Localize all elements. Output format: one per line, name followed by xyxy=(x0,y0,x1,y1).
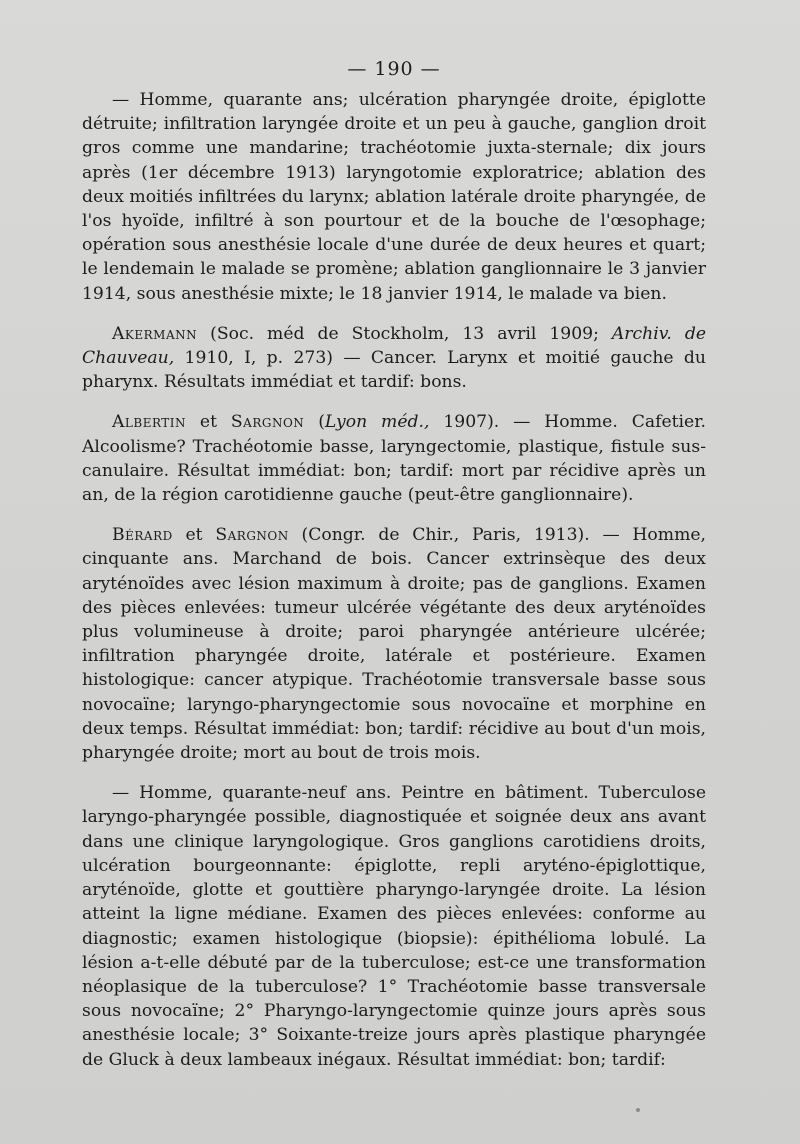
entry-text: 1907). — Homme. Cafetier. Alcoolisme? Trachéotomie basse, laryngectomie, plastique, fistule sus-canulaire. Résultat immédiat: bon; tardif: mort par récidive après un an, de la région carotidienne gauche (peut-être ganglionnaire). xyxy=(82,412,706,506)
entry-text: (Congr. de Chir., Paris, 1913). — Homme, cinquante ans. Marchand de bois. Cancer extrinsèque des deux aryténoïdes avec lésion maximum à droite; pas de ganglions. Examen des pièces enlevées: tumeur ulcérée végétante des deux aryténoïdes plus volumineuse à droite; paroi pharyngée antérieure ulcérée; infiltration pharyngée droite, latérale et postérieure. Examen histologique: cancer atypique. Trachéotomie transversale basse sous novocaïne; laryngo-pharyngectomie sous novocaïne et morphine en deux temps. Résultat immédiat: bon; tardif: récidive au bout d'un mois, pharyngée droite; mort au bout de trois mois. xyxy=(82,525,706,764)
author-name: Akermann xyxy=(112,323,198,344)
source-reference: ( xyxy=(304,412,325,433)
page-number: — 190 — xyxy=(347,58,441,80)
journal-title: Lyon méd., xyxy=(324,412,430,433)
entry-text: — Homme, quarante-neuf ans. Peintre en bâtiment. Tuberculose laryngo-pharyngée possible, diagnostiquée et soignée deux ans avant dans une clinique laryngologique. Gros ganglions carotidiens droits, ulcération bourgeonnante: épiglotte, repli aryténo-épiglottique, aryténoïde, glotte et gouttière pharyngo-laryngée droite. La lésion atteint la ligne médiane. Examen des pièces enlevées: conforme au diagnostic; examen histologique (biopsie): épithélioma lobulé. La lésion a-t-elle débuté par de la tuberculose; est-ce une transformation néoplasique de la tuberculose? 1° Trachéotomie basse transversale sous novocaïne; 2° Pharyngo-laryngectomie quinze jours après sous anesthésie locale; 3° Soixante-treize jours après plastique pharyngée de Gluck à deux lambeaux inégaux. Résultat immédiat: bon; tardif: xyxy=(82,783,706,1070)
author-connector: et xyxy=(186,412,231,433)
case-entry-albertin-sargnon xyxy=(82,410,706,507)
author-name-2: Sargnon xyxy=(215,525,289,546)
case-entry-1 xyxy=(82,88,706,306)
case-entry-berard-sargnon xyxy=(82,523,706,765)
case-entry-akermann xyxy=(82,322,706,395)
paper-speck xyxy=(636,1108,640,1112)
author-connector: et xyxy=(172,525,216,546)
author-name-2: Sargnon xyxy=(230,412,305,433)
entry-text: — Homme, quarante ans; ulcération pharyngée droite, épiglotte détruite; infiltration laryngée droite et un peu à gauche, ganglion droit gros comme une mandarine; trachéotomie juxta-sternale; dix jours après (1er décembre 1913) laryngotomie exploratrice; ablation des deux moitiés infiltrées du larynx; ablation latérale droite pharyngée, de l'os hyoïde, infiltré à son pourtour et de la bouche de l'œsophage; opération sous anesthésie locale d'une durée de deux heures et quart; le lendemain le malade se promène; ablation ganglionnaire le 3 janvier 1914, sous anesthésie mixte; le 18 janvier 1914, le malade va bien. xyxy=(82,90,706,304)
case-entry-5 xyxy=(82,781,706,1071)
journal-title: Archiv. de Chauveau, xyxy=(82,323,707,369)
author-name: Bérard xyxy=(112,525,173,546)
entry-text: 1910, I, p. 273) — Cancer. Larynx et moitié gauche du pharynx. Résultats immédiat et tardif: bons. xyxy=(82,348,706,393)
source-reference: (Soc. méd de Stockholm, 13 avril 1909; xyxy=(197,323,612,344)
author-name: Albertin xyxy=(112,412,187,433)
